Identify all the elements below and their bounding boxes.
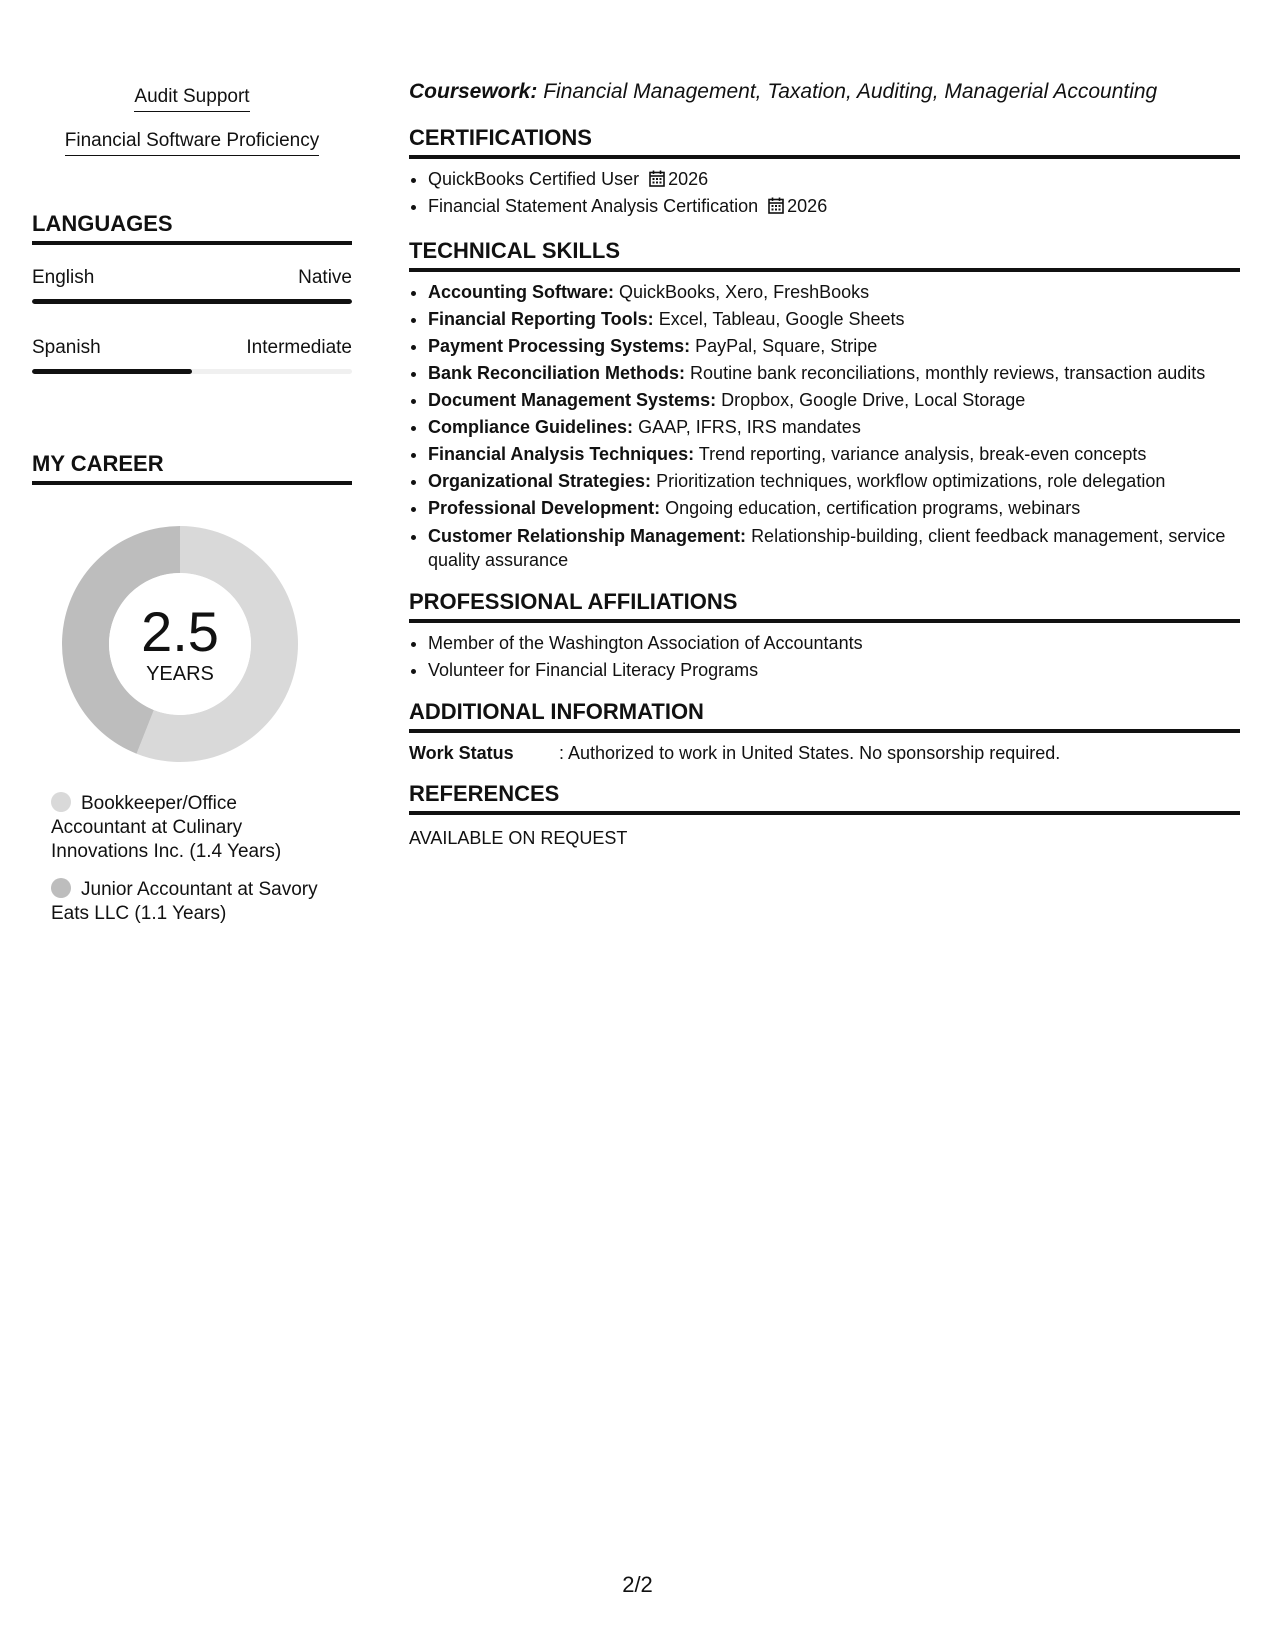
certifications-heading: CERTIFICATIONS bbox=[409, 125, 1240, 159]
career-total bbox=[56, 520, 304, 768]
technical-skills-heading: TECHNICAL SKILLS bbox=[409, 238, 1240, 272]
career-total-unit: YEARS bbox=[146, 663, 214, 685]
certification-name: QuickBooks Certified User bbox=[428, 169, 640, 189]
career-legend-item bbox=[51, 878, 336, 926]
technical-skill-item bbox=[428, 360, 1259, 387]
language-proficiency-bar bbox=[32, 369, 352, 374]
calendar-icon bbox=[649, 170, 665, 187]
skill-category: Payment Processing Systems: bbox=[428, 336, 691, 356]
language-item bbox=[32, 267, 352, 304]
career-role-label: Junior Accountant at Savory Eats LLC (1.1 Years) bbox=[51, 879, 318, 924]
language-name: Spanish bbox=[32, 337, 101, 358]
language-proficiency-bar bbox=[32, 299, 352, 304]
career-legend-item bbox=[51, 792, 336, 864]
language-proficiency-fill bbox=[32, 299, 352, 304]
language-level: Native bbox=[298, 267, 352, 288]
technical-skill-item bbox=[428, 306, 1259, 333]
coursework-line bbox=[409, 79, 1157, 105]
skill-tag-row bbox=[32, 130, 352, 156]
technical-skill-item bbox=[428, 279, 1259, 306]
technical-skill-item bbox=[428, 414, 1259, 441]
additional-info-heading: ADDITIONAL INFORMATION bbox=[409, 699, 1240, 733]
technical-skill-item bbox=[428, 333, 1259, 360]
technical-skill-item bbox=[428, 522, 1259, 572]
career-total-value: 2.5 bbox=[141, 600, 219, 663]
skill-detail: QuickBooks, Xero, FreshBooks bbox=[619, 282, 870, 302]
skill-detail: Prioritization techniques, workflow optimizations, role delegation bbox=[656, 471, 1166, 491]
affiliation-item: • Volunteer for Financial Literacy Programs bbox=[428, 657, 1259, 684]
languages-heading: LANGUAGES bbox=[32, 211, 352, 245]
skill-category: Organizational Strategies: bbox=[428, 471, 652, 491]
skill-detail: Ongoing education, certification programs, webinars bbox=[665, 498, 1081, 518]
technical-skill-item bbox=[428, 468, 1259, 495]
technical-skill-item bbox=[428, 441, 1259, 468]
language-proficiency-fill bbox=[32, 369, 192, 374]
skill-tag-row bbox=[32, 86, 352, 112]
career-donut-chart bbox=[56, 520, 304, 768]
skill-detail: PayPal, Square, Stripe bbox=[695, 336, 878, 356]
skill-category: Document Management Systems: bbox=[428, 390, 717, 410]
work-status-label: Work Status bbox=[409, 743, 514, 763]
skill-detail: Relationship-building, client feedback management, service quality assurance bbox=[428, 526, 1226, 570]
career-heading: MY CAREER bbox=[32, 451, 352, 485]
coursework-label: Coursework: bbox=[409, 80, 538, 103]
skill-detail: Excel, Tableau, Google Sheets bbox=[658, 309, 905, 329]
certifications-list bbox=[409, 166, 1259, 220]
skill-category: Financial Reporting Tools: bbox=[428, 309, 654, 329]
skill-category: Customer Relationship Management: bbox=[428, 526, 747, 546]
references-text: AVAILABLE ON REQUEST bbox=[409, 828, 628, 848]
certification-name: Financial Statement Analysis Certification bbox=[428, 196, 759, 216]
language-name: English bbox=[32, 267, 95, 288]
skill-category: Accounting Software: bbox=[428, 282, 615, 302]
work-status-row bbox=[409, 741, 1060, 765]
skill-category: Bank Reconciliation Methods: bbox=[428, 363, 686, 383]
career-role-label: Bookkeeper/Office Accountant at Culinary Innovations Inc. (1.4 Years) bbox=[51, 793, 282, 862]
language-header bbox=[32, 267, 352, 289]
certification-year: 2026 bbox=[787, 196, 828, 216]
affiliations-list bbox=[409, 630, 1259, 684]
legend-dot bbox=[51, 792, 71, 812]
affiliations-heading: PROFESSIONAL AFFILIATIONS bbox=[409, 589, 1240, 623]
page-number: 2/2 bbox=[622, 1572, 653, 1597]
skill-detail: Routine bank reconciliations, monthly reviews, transaction audits bbox=[690, 363, 1206, 383]
skill-tag: Audit Support bbox=[134, 86, 249, 112]
language-header bbox=[32, 337, 352, 359]
technical-skill-item bbox=[428, 387, 1259, 414]
skill-detail: Trend reporting, variance analysis, break-even concepts bbox=[698, 444, 1147, 464]
technical-skill-item bbox=[428, 495, 1259, 522]
certification-item bbox=[428, 166, 1259, 193]
calendar-icon bbox=[768, 197, 784, 214]
work-status-text: : Authorized to work in United States. No sponsorship required. bbox=[559, 743, 1061, 763]
skill-category: Professional Development: bbox=[428, 498, 661, 518]
skill-detail: GAAP, IFRS, IRS mandates bbox=[638, 417, 861, 437]
affiliation-item: • Member of the Washington Association of Accountants bbox=[428, 630, 1259, 657]
skill-tag: Financial Software Proficiency bbox=[65, 130, 320, 156]
technical-skills-list bbox=[409, 279, 1259, 572]
language-item bbox=[32, 337, 352, 374]
skill-category: Financial Analysis Techniques: bbox=[428, 444, 695, 464]
skill-category: Compliance Guidelines: bbox=[428, 417, 634, 437]
legend-dot bbox=[51, 878, 71, 898]
skill-detail: Dropbox, Google Drive, Local Storage bbox=[721, 390, 1026, 410]
certification-item bbox=[428, 193, 1259, 220]
certification-year: 2026 bbox=[668, 169, 709, 189]
references-heading: REFERENCES bbox=[409, 781, 1240, 815]
coursework-text: Financial Management, Taxation, Auditing, Managerial Accounting bbox=[543, 80, 1158, 103]
language-level: Intermediate bbox=[246, 337, 352, 358]
